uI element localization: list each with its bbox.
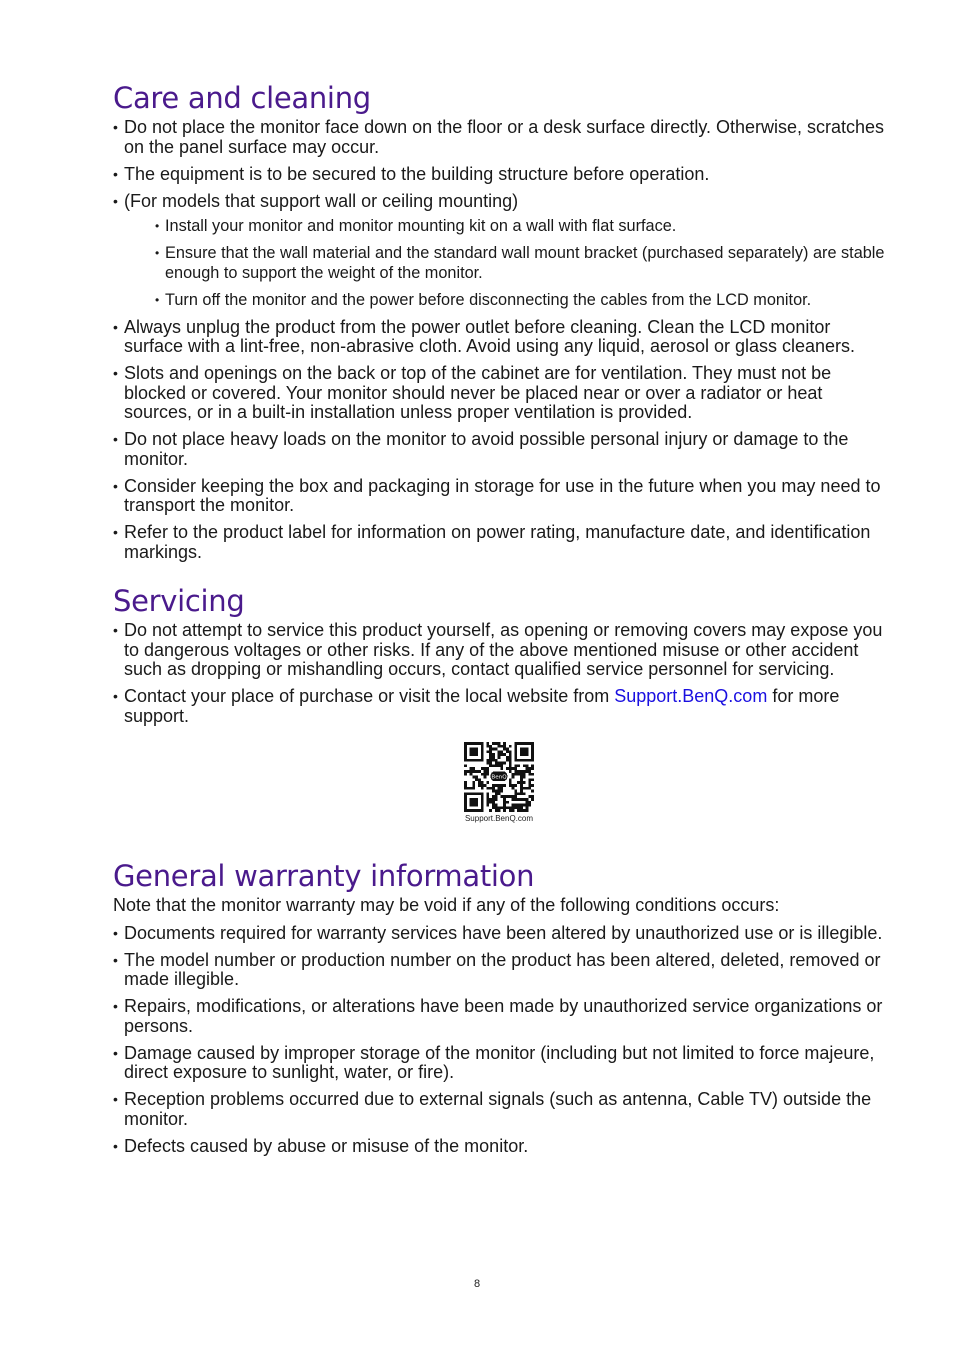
list-item: • Consider keeping the box and packaging in storage for use in the future when you may need to transport the monitor.: [113, 477, 885, 516]
warranty-intro: Note that the monitor warranty may be void if any of the following conditions occurs:: [113, 895, 780, 915]
list-item: • The model number or production number on the product has been altered, deleted, removed or made illegible.: [113, 951, 885, 990]
list-item: • Do not attempt to service this product yourself, as opening or removing covers may expose you to dangerous voltages or other risks. If any of the above mentioned misuse or other accident such as dropping or mishandling occurs, contact qualified service personnel for servicing.: [113, 621, 885, 680]
page-content: [113, 80, 885, 1164]
qr-code-icon: [464, 742, 534, 812]
warranty-list: [113, 924, 885, 1157]
qr-block: [113, 726, 885, 834]
list-item: • Do not place the monitor face down on the floor or a desk surface directly. Otherwise, scratches on the panel surface may occur.: [113, 118, 885, 157]
list-item: • The equipment is to be secured to the building structure before operation.: [113, 165, 885, 185]
list-item: [113, 687, 885, 726]
servicing-list: [113, 621, 885, 726]
list-item: • Defects caused by abuse or misuse of the monitor.: [113, 1137, 885, 1157]
support-link[interactable]: Support.BenQ.com: [614, 686, 768, 706]
page-number: 8: [473, 1278, 481, 1290]
qr-caption: Support.BenQ.com: [464, 814, 534, 823]
list-item: • Refer to the product label for information on power rating, manufacture date, and identification markings.: [113, 523, 885, 562]
servicing-heading: Servicing: [113, 584, 245, 618]
list-item: • Always unplug the product from the power outlet before cleaning. Clean the LCD monitor surface with a lint-free, non-abrasive cloth. Avoid using any liquid, aerosol or glass cleaners.: [113, 318, 885, 357]
care-cleaning-heading: Care and cleaning: [113, 81, 371, 115]
care-list: [113, 118, 885, 562]
sub-list-item: • Ensure that the wall material and the standard wall mount bracket (purchased separately) are stable enough to support the weight of the monitor.: [155, 244, 885, 283]
list-item: • Documents required for warranty services have been altered by unauthorized use or is illegible.: [113, 924, 885, 944]
warranty-heading: General warranty information: [113, 859, 535, 893]
list-item: • Damage caused by improper storage of the monitor (including but not limited to force majeure, direct exposure to sunlight, water, or fire).: [113, 1044, 885, 1083]
list-item: • Do not place heavy loads on the monitor to avoid possible personal injury or damage to the monitor.: [113, 430, 885, 469]
list-item: • Reception problems occurred due to external signals (such as antenna, Cable TV) outside the monitor.: [113, 1090, 885, 1129]
list-item: • Slots and openings on the back or top of the cabinet are for ventilation. They must not be blocked or covered. Your monitor should never be placed near or over a radiator or heat sources, or in a built-in installation unless proper ventilation is provided.: [113, 364, 885, 423]
wall-mount-sublist: [124, 217, 885, 310]
list-item-text: Contact your place of purchase or visit the local website from: [124, 686, 615, 706]
sub-list-item: • Turn off the monitor and the power before disconnecting the cables from the LCD monitor.: [155, 291, 885, 311]
list-item-text: (For models that support wall or ceiling mounting): [124, 190, 519, 211]
qr-logo: BenQ: [491, 774, 507, 781]
list-item: [113, 192, 885, 311]
list-item-text: for more support.: [124, 686, 840, 726]
list-item: • Repairs, modifications, or alterations have been made by unauthorized service organizations or persons.: [113, 997, 885, 1036]
sub-list-item: • Install your monitor and monitor mounting kit on a wall with flat surface.: [155, 217, 885, 237]
